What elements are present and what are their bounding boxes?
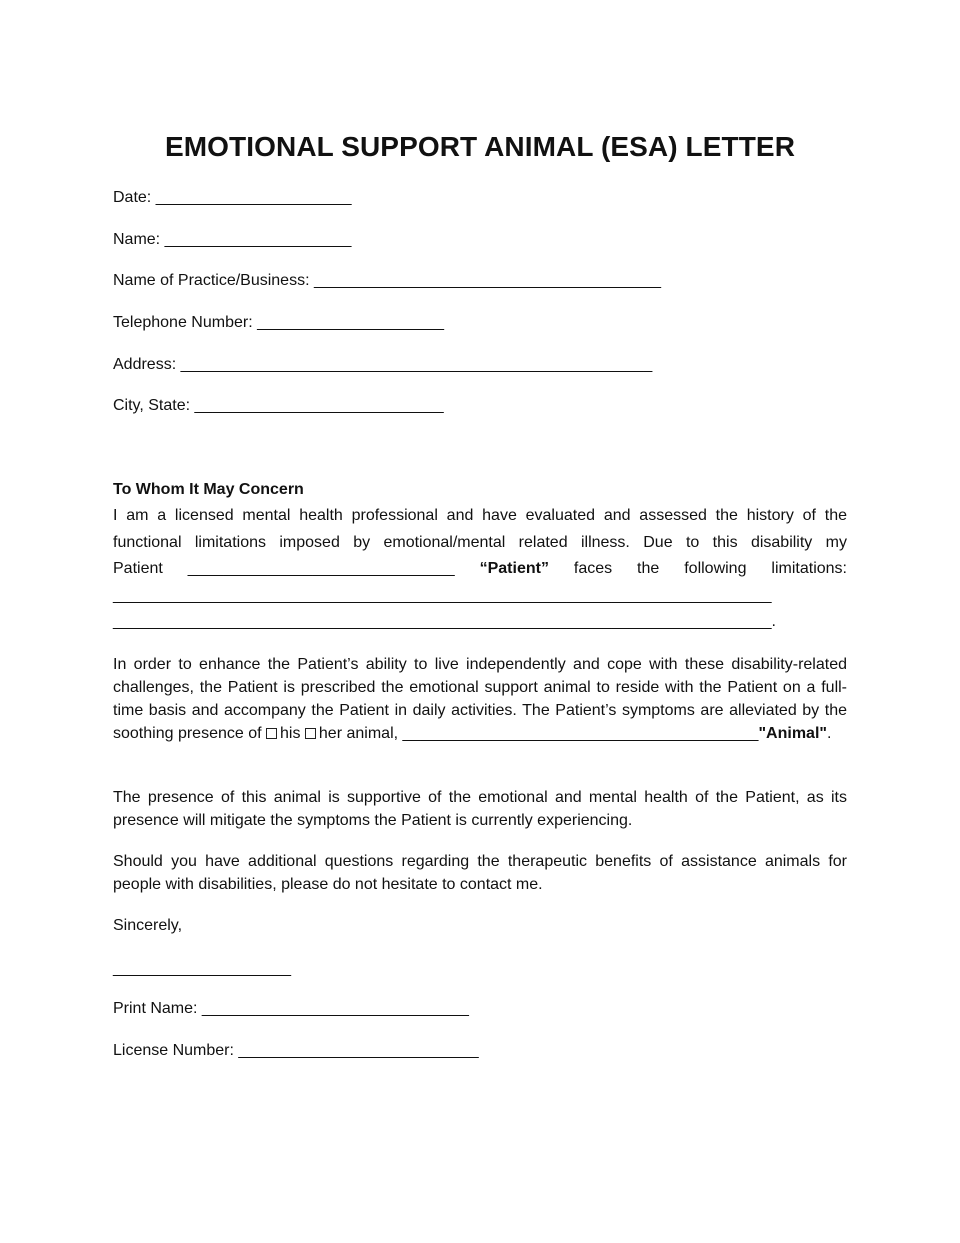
telephone-label: Telephone Number: (113, 314, 253, 331)
license-number-field (113, 1042, 479, 1060)
para1-line1: I am a licensed mental health professional and have evaluated and assessed the history of the (113, 507, 847, 524)
address-field (113, 356, 652, 374)
license-number-blank[interactable]: ___________________________ (238, 1042, 479, 1059)
paragraph-questions: Should you have additional questions regarding the therapeutic benefits of assistance animals for people with disabilities, please do not hesitate to contact me. (113, 853, 847, 893)
name-field (113, 231, 351, 249)
patient-word: Patient (113, 560, 163, 577)
name-label: Name: (113, 231, 161, 248)
para2-text: In order to enhance the Patient’s ability to live independently and cope with these disability-related challenges, the Patient is prescribed the emotional support animal to reside with the Patient on a full-time basis and accompany the Patient in daily activities. The Patient’s symptoms are alleviated by the soothing presence of (113, 656, 847, 742)
telephone-field (113, 314, 444, 332)
following-word: following (684, 560, 747, 577)
paragraph-prescription (113, 653, 847, 745)
the-word: the (637, 560, 660, 577)
city-state-blank[interactable]: ____________________________ (194, 397, 444, 414)
faces-word: faces (573, 560, 613, 577)
salutation: To Whom It May Concern (113, 481, 304, 498)
limitations-blank-2[interactable]: __________________________________________________________________________. (113, 613, 776, 630)
date-field (113, 189, 351, 207)
practice-blank[interactable]: _______________________________________ (313, 272, 662, 289)
date-blank[interactable]: ______________________ (155, 189, 352, 206)
city-state-label: City, State: (113, 397, 191, 414)
print-name-label: Print Name: (113, 1000, 198, 1017)
address-blank[interactable]: _____________________________________________________ (180, 356, 653, 373)
signature-blank[interactable]: ____________________ (113, 960, 291, 977)
address-label: Address: (113, 356, 177, 373)
print-name-field (113, 1000, 469, 1018)
animal-bold-label: "Animal" (758, 725, 827, 742)
patient-bold-label: “Patient” (479, 560, 549, 577)
license-number-label: License Number: (113, 1042, 234, 1059)
patient-name-blank[interactable]: ______________________________ (187, 560, 455, 577)
his-label: his (280, 725, 301, 742)
practice-label: Name of Practice/Business: (113, 272, 310, 289)
animal-word: animal, (346, 725, 399, 742)
paragraph-limitations (113, 503, 847, 636)
his-checkbox[interactable] (266, 728, 277, 739)
her-label: her (318, 725, 343, 742)
city-state-field (113, 397, 444, 415)
closing: Sincerely, (113, 917, 183, 934)
her-checkbox[interactable] (305, 728, 316, 739)
para1-line2: functional limitations imposed by emotional/mental related illness. Due to this disability my (113, 533, 847, 551)
limitations-blank-1[interactable]: __________________________________________________________________________ (113, 586, 772, 604)
animal-name-blank[interactable]: ________________________________________ (402, 725, 759, 742)
telephone-blank[interactable]: _____________________ (257, 314, 444, 331)
name-blank[interactable]: _____________________ (164, 231, 352, 248)
document-title: EMOTIONAL SUPPORT ANIMAL (ESA) LETTER (164, 131, 796, 162)
para2-end: . (826, 725, 832, 742)
date-label: Date: (113, 189, 152, 206)
print-name-blank[interactable]: ______________________________ (201, 1000, 469, 1017)
para1-line3 (113, 556, 847, 583)
practice-field (113, 272, 661, 290)
limitations-word: limitations: (771, 560, 847, 577)
paragraph-presence: The presence of this animal is supportive of the emotional and mental health of the Patient, as its presence will mitigate the symptoms the Patient is currently experiencing. (113, 789, 847, 829)
